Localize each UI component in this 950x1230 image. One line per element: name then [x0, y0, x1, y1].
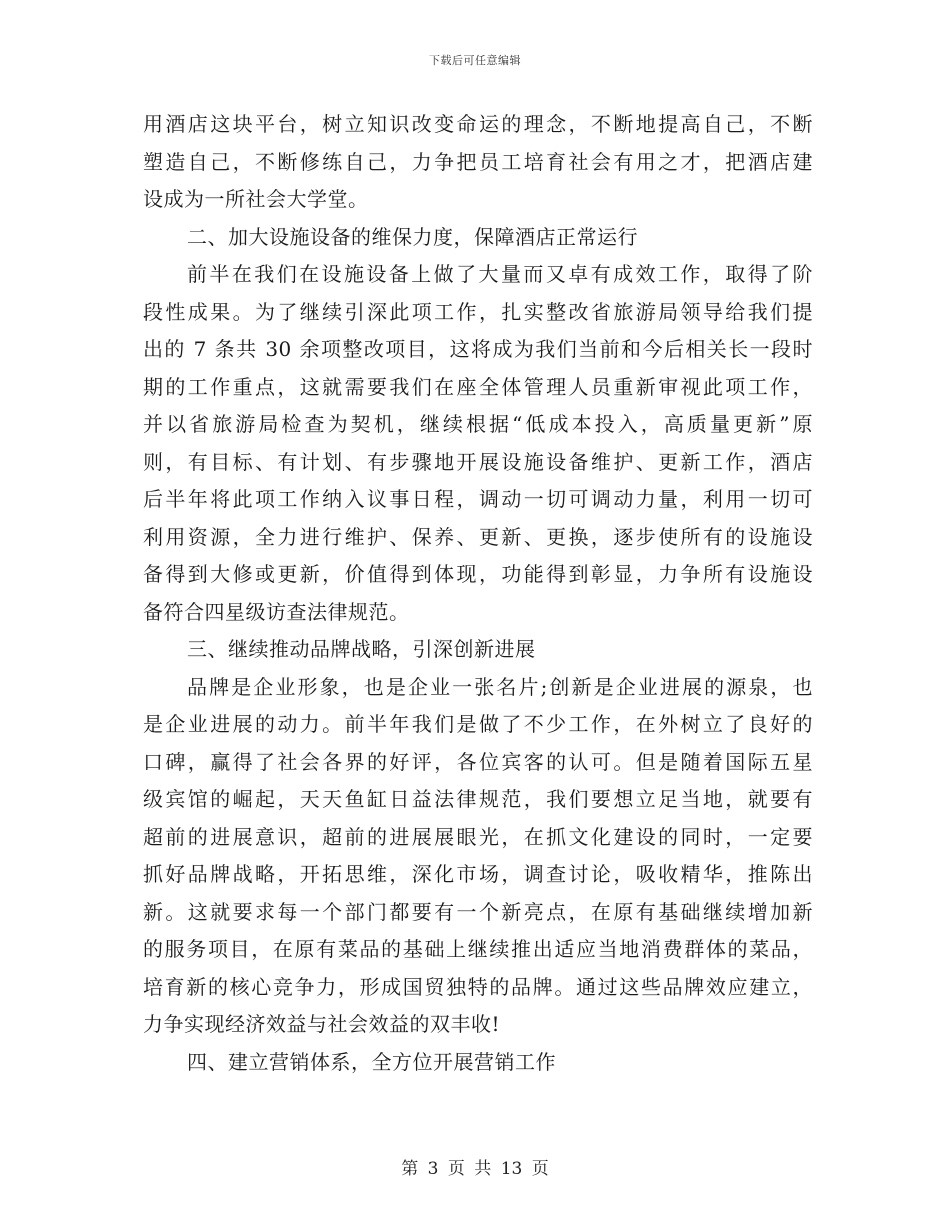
- text-line: 四、建立营销体系，全方位开展营销工作: [187, 1049, 556, 1074]
- text-line: 口碑，赢得了社会各界的好评，各位宾客的认可。但是随着国际五星: [143, 749, 813, 774]
- text-line: 二、加大设施设备的维保力度，保障酒店正常运行: [187, 224, 638, 249]
- text-line: 塑造自己，不断修练自己，力争把员工培育社会有用之才，把酒店建: [143, 149, 813, 174]
- text-line: 备得到大修或更新，价值得到体现，功能得到彰显，力争所有设施设: [143, 562, 813, 586]
- text-line: 前半在我们在设施设备上做了大量而又卓有成效工作，取得了阶: [187, 262, 813, 286]
- text-line: 出的 7 条共 30 余项整改项目，这将成为我们当前和今后相关长一段时: [143, 337, 813, 361]
- text-line: 品牌是企业形象，也是企业一张名片;创新是企业进展的源泉，也: [187, 674, 813, 699]
- text-line: 新。这就要求每一个部门都要有一个新亮点，在原有基础继续增加新: [143, 899, 813, 924]
- text-line: 并以省旅游局检查为契机，继续根据“低成本投入，高质量更新”原: [143, 412, 813, 436]
- text-line: 力争实现经济效益与社会效益的双丰收!: [143, 1012, 501, 1036]
- text-line: 后半年将此项工作纳入议事日程，调动一切可调动力量，利用一切可: [143, 487, 813, 511]
- text-line: 段性成果。为了继续引深此项工作，扎实整改省旅游局领导给我们提: [143, 299, 813, 324]
- text-line: 的服务项目，在原有菜品的基础上继续推出适应当地消费群体的菜品，: [143, 937, 813, 961]
- text-line: 用酒店这块平台，树立知识改变命运的理念，不断地提高自己，不断: [143, 112, 813, 136]
- text-line: 则，有目标、有计划、有步骤地开展设施设备维护、更新工作，酒店: [143, 449, 813, 474]
- text-line: 利用资源，全力进行维护、保养、更新、更换，逐步使所有的设施设: [143, 524, 813, 549]
- page-number-footer: 第 3 页 共 13 页: [401, 1159, 549, 1179]
- header-note: 下载后可任意编辑: [429, 54, 521, 67]
- document-body: [143, 106, 813, 1081]
- text-line: 设成为一所社会大学堂。: [143, 187, 369, 211]
- text-line: 三、继续推动品牌战略，引深创新进展: [187, 637, 536, 661]
- text-line: 级宾馆的崛起，天天鱼缸日益法律规范，我们要想立足当地，就要有: [143, 787, 813, 811]
- text-line: 是企业进展的动力。前半年我们是做了不少工作，在外树立了良好的: [143, 712, 813, 736]
- text-line: 培育新的核心竞争力，形成国贸独特的品牌。通过这些品牌效应建立，: [143, 974, 813, 999]
- text-line: 备符合四星级访查法律规范。: [143, 599, 410, 624]
- text-line: 抓好品牌战略，开拓思维，深化市场，调查讨论，吸收精华，推陈出: [143, 862, 813, 886]
- text-line: 超前的进展意识，超前的进展展眼光，在抓文化建设的同时，一定要: [143, 824, 813, 849]
- text-line: 期的工作重点，这就需要我们在座全体管理人员重新审视此项工作，: [143, 374, 813, 399]
